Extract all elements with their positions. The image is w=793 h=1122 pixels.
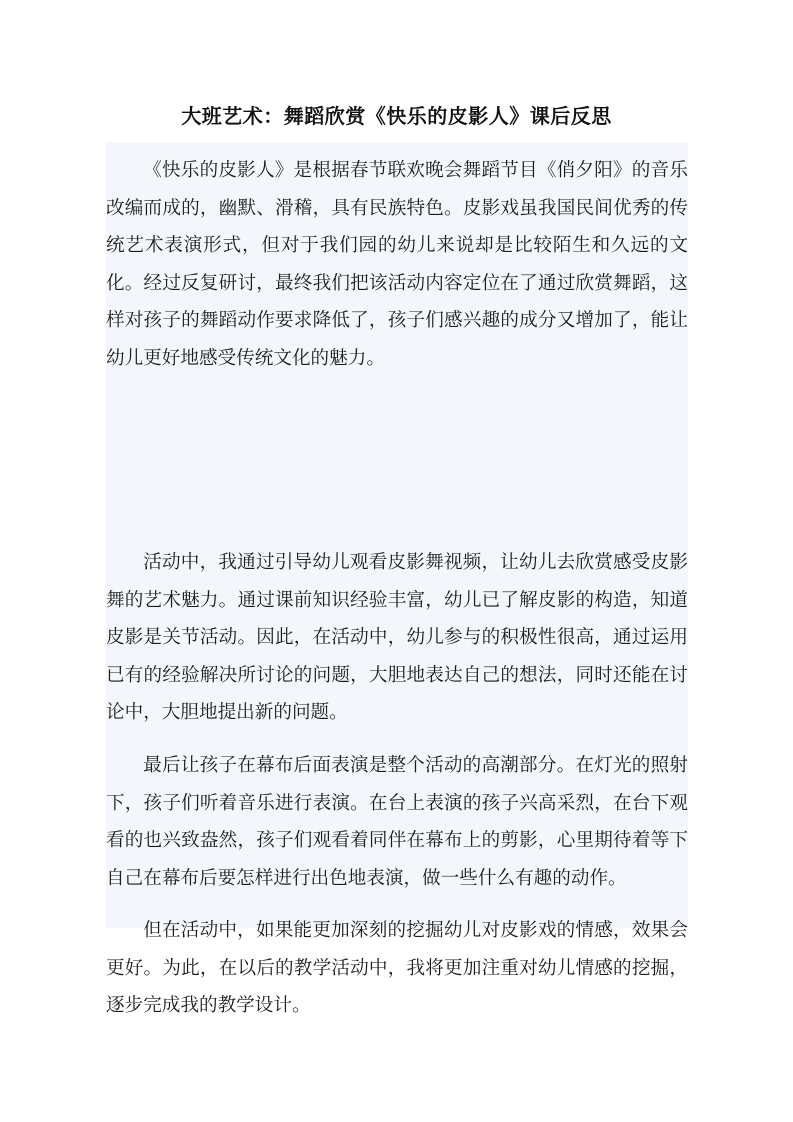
document-body — [106, 142, 688, 1016]
paragraph-3: 最后让孩子在幕布后面表演是整个活动的高潮部分。在灯光的照射下，孩子们听着音乐进行表演。在台上表演的孩子兴高采烈，在台下观看的也兴致盎然，孩子们观看着同伴在幕布上的剪影，心里期待着等下自己在幕布后要怎样进行出色地表演，做一些什么有趣的动作。 — [106, 755, 688, 889]
paragraph-2: 活动中，我通过引导幼儿观看皮影舞视频，让幼儿去欣赏感受皮影舞的艺术魅力。通过课前知识经验丰富，幼儿已了解皮影的构造，知道皮影是关节活动。因此，在活动中，幼儿参与的积极性很高，通过运用已有的经验解决所讨论的问题，大胆地表达自己的想法，同时还能在讨论中，大胆地提出新的问题。 — [106, 552, 688, 723]
paragraph-4: 但在活动中，如果能更加深刻的挖掘幼儿对皮影戏的情感，效果会更好。为此，在以后的教学活动中，我将更加注重对幼儿情感的挖掘，逐步完成我的教学设计。 — [106, 920, 688, 1016]
document-title: 大班艺术：舞蹈欣赏《快乐的皮影人》课后反思 — [181, 104, 612, 128]
paragraph-1: 《快乐的皮影人》是根据春节联欢晚会舞蹈节目《俏夕阳》的音乐改编而成的，幽默、滑稽，具有民族特色。皮影戏虽我国民间优秀的传统艺术表演形式，但对于我们园的幼儿来说却是比较陌生和久远的文化。经过反复研讨，最终我们把该活动内容定位在了通过欣赏舞蹈，这样对孩子的舞蹈动作要求降低了，孩子们感兴趣的成分又增加了，能让幼儿更好地感受传统文化的魅力。 — [106, 160, 688, 369]
